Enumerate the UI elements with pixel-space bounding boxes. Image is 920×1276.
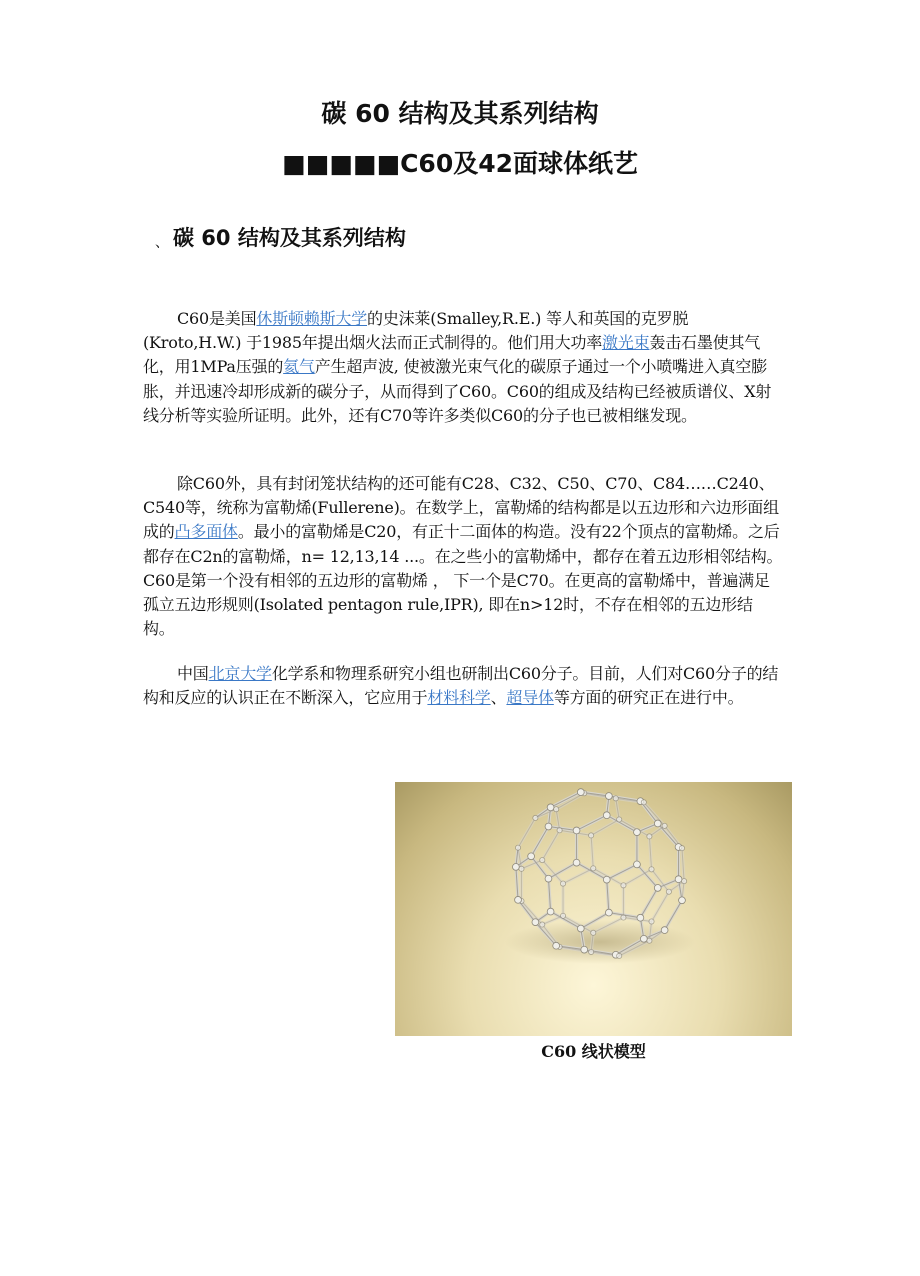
link-superconductor[interactable]: 超导体	[506, 688, 554, 708]
cage-atom	[577, 789, 584, 796]
cage-atom	[512, 863, 519, 870]
cage-atom	[591, 930, 596, 935]
cage-atom	[573, 827, 580, 834]
cage-atom	[649, 919, 654, 924]
cage-atom	[547, 804, 554, 811]
cage-atom	[545, 823, 552, 830]
cage-atom	[637, 914, 644, 921]
cage-atom	[617, 817, 622, 822]
cage-atom	[605, 793, 612, 800]
paragraph-text: 轰击石墨使其气化，用1MPa压强的	[143, 333, 761, 377]
paragraph-text: 、	[490, 688, 507, 708]
cage-atom	[540, 857, 545, 862]
link-helium[interactable]: 氦气	[283, 357, 315, 377]
cage-atom	[666, 889, 671, 894]
section-heading-text: 碳 60 结构及其系列结构	[173, 226, 406, 250]
cage-atom	[557, 828, 562, 833]
cage-atom	[654, 820, 661, 827]
link-peking-university[interactable]: 北京大学	[208, 664, 272, 683]
cage-atom	[679, 897, 686, 904]
c60-model-image	[395, 782, 792, 1036]
paragraph-text: 的史沫莱(Smalley,R.E.) 等人和英国的克罗脱(Kroto,H.W.) 于1985年提出烟火法而正式制得的。他们用大功率	[143, 309, 689, 353]
cage-atom	[554, 807, 559, 812]
link-laser-beam[interactable]: 激光束	[602, 333, 650, 353]
cage-atom	[589, 833, 594, 838]
figure-caption: C60 线状模型	[541, 1042, 646, 1061]
cage-atom	[603, 876, 610, 883]
paragraph-3	[143, 662, 783, 710]
cage-atom	[675, 876, 682, 883]
cage-atom	[560, 913, 565, 918]
cage-atom	[634, 829, 641, 836]
cage-bond	[665, 900, 682, 930]
cage-atom	[540, 922, 545, 927]
cage-atom	[577, 925, 584, 932]
cage-bond	[563, 868, 593, 883]
cage-atom	[647, 834, 652, 839]
cage-bond	[607, 864, 637, 879]
cage-atom	[519, 866, 524, 871]
cage-atom	[573, 859, 580, 866]
section-heading	[155, 222, 406, 252]
paragraph-text: 除C60外，具有封闭笼状结构的还可能有C28、C32、C50、C70、C84……C240、C540等，统称为富勒烯(Fullerene)。在数学上，富勒烯的结构都是以五边形和六边形面组成的	[143, 474, 779, 542]
cage-atom	[605, 909, 612, 916]
cage-atom	[649, 867, 654, 872]
cage-atom	[589, 949, 594, 954]
cage-atom	[613, 796, 618, 801]
cage-atom	[661, 927, 668, 934]
cage-atom	[560, 881, 565, 886]
cage-atom	[662, 823, 667, 828]
cage-atom	[634, 861, 641, 868]
page-title: 碳 60 结构及其系列结构	[321, 99, 599, 128]
cage-atom	[654, 885, 661, 892]
cage-atom	[581, 946, 588, 953]
paragraph-2	[143, 472, 783, 641]
cage-atom	[641, 800, 646, 805]
paragraph-text: C60是美国	[177, 309, 257, 328]
cage-atom	[515, 896, 522, 903]
cage-atom	[545, 875, 552, 882]
paragraph-text: 。最小的富勒烯是C20，有正十二面体的构造。没有22个顶点的富勒烯。之后都存在C2n的富勒烯，n= 12,13,14 ...。在之些小的富勒烯中，都存在着五边形相邻结构。C60是第一个没有相邻的五边形的富勒烯 ， 下一个是C70。在更高的富勒烯中，普遍满足孤立五边形规则(Isolated pentagon rule,IPR), 即在n>12时，不存在相邻的五边形结构。	[143, 522, 783, 639]
link-rice-university[interactable]: 休斯顿赖斯大学	[256, 309, 368, 328]
cage-atom	[591, 866, 596, 871]
cage-atom	[621, 915, 626, 920]
paragraph-text: 产生超声波, 使被激光束气化的碳原子通过一个小喷嘴进入真空膨胀，并迅速冷却形成新的碳分子，从而得到了C60。C60的组成及结构已经被质谱仪、X射线分析等实验所证明。此外，还有C70等许多类似C60的分子也已被相继发现。	[143, 357, 772, 425]
cage-atom	[679, 846, 684, 851]
cage-atom	[533, 815, 538, 820]
paragraph-text: 等方面的研究正在进行中。	[553, 688, 744, 708]
cage-atom	[621, 883, 626, 888]
cage-atom	[532, 919, 539, 926]
link-convex-polyhedron[interactable]: 凸多面体	[174, 522, 238, 542]
cage-bond	[658, 823, 679, 847]
paragraph-text: 中国	[177, 664, 209, 683]
c60-wire-model-illustration	[395, 782, 792, 1036]
section-marker: 、	[155, 235, 169, 251]
cage-atom	[528, 853, 535, 860]
cage-atom	[617, 953, 622, 958]
cage-atom	[515, 845, 520, 850]
cage-atom	[553, 942, 560, 949]
cage-bond	[518, 818, 535, 848]
link-materials-science[interactable]: 材料科学	[427, 688, 491, 708]
page-subtitle: ■■■■■C60及42面球体纸艺	[281, 149, 639, 178]
cage-atom	[640, 935, 647, 942]
cage-atom	[547, 908, 554, 915]
paragraph-1	[143, 307, 783, 428]
cage-atom	[603, 812, 610, 819]
paragraph-text: 化学系和物理系研究小组也研制出C60分子。目前，人们对C60分子的结构和反应的认识正在不断深入，它应用于	[143, 664, 779, 708]
